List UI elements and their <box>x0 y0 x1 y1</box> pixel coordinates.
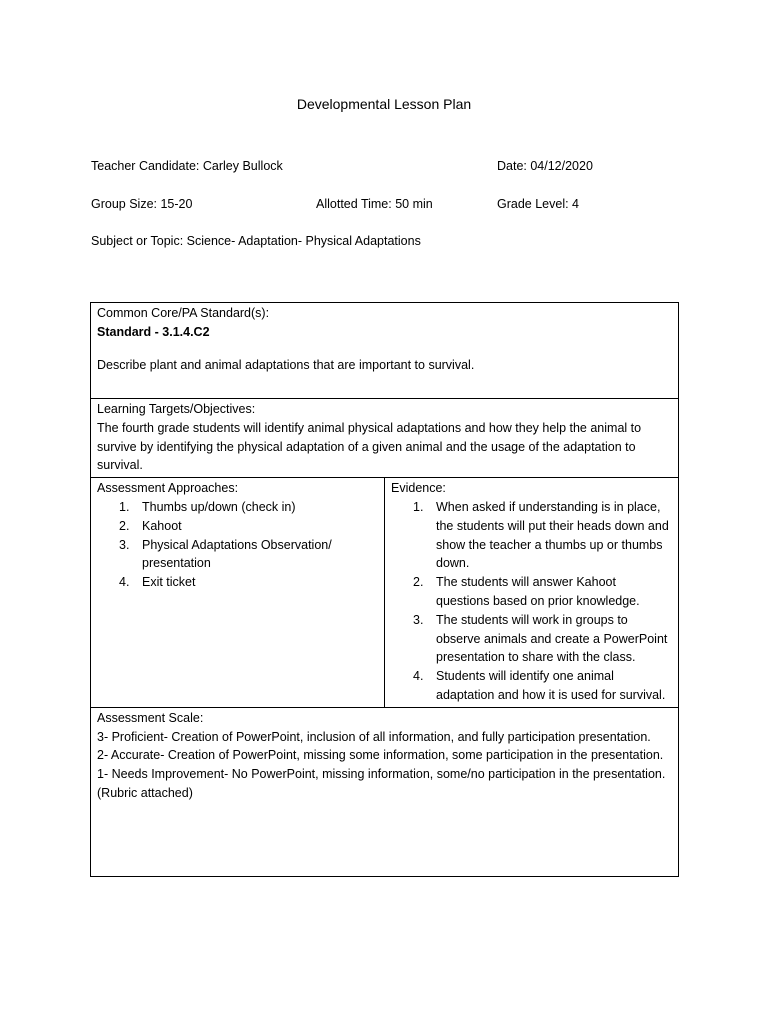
objectives-row <box>91 399 679 478</box>
scale-line: 1- Needs Improvement- No PowerPoint, missing information, some/no participation in the presentation. <box>97 767 666 782</box>
scale-line: (Rubric attached) <box>97 785 193 800</box>
standards-cell <box>91 303 679 399</box>
list-item: 2. Kahoot <box>119 518 182 533</box>
standard-description: Describe plant and animal adaptations that are important to survival. <box>97 357 475 372</box>
lesson-plan-table <box>90 302 679 877</box>
date-field: Date: 04/12/2020 <box>497 159 593 173</box>
grade-level: Grade Level: 4 <box>497 197 579 211</box>
objectives-cell <box>91 399 679 478</box>
list-item: 1. When asked if understanding is in place, the students will put their heads down and show the teacher a thumbs up or thumbs down. <box>413 499 669 571</box>
list-item: 3. Physical Adaptations Observation/ presentation <box>119 537 332 571</box>
scale-line: 3- Proficient- Creation of PowerPoint, inclusion of all information, and fully participation presentation. <box>97 729 651 744</box>
allotted-time: Allotted Time: 50 min <box>316 197 433 211</box>
group-size: Group Size: 15-20 <box>91 197 193 211</box>
standards-heading: Common Core/PA Standard(s): <box>97 306 270 320</box>
list-item: 4. Students will identify one animal adaptation and how it is used for survival. <box>413 669 666 702</box>
approaches-list <box>97 498 378 592</box>
list-item: 2. The students will answer Kahoot questions based on prior knowledge. <box>413 575 640 608</box>
list-item: 3. The students will work in groups to observe animals and create a PowerPoint presentation to share with the class. <box>413 612 668 665</box>
evidence-cell <box>385 478 679 708</box>
assessment-row <box>91 478 679 708</box>
list-item: 1. Thumbs up/down (check in) <box>119 499 296 514</box>
approaches-cell <box>91 478 385 708</box>
evidence-heading: Evidence: <box>391 481 446 496</box>
page-title: Developmental Lesson Plan <box>296 96 472 112</box>
objectives-text: The fourth grade students will identify animal physical adaptations and how they help the animal to survive by identifying the physical adaptation of a given animal and the usage of the adaptation to survival. <box>97 420 642 473</box>
scale-line: 2- Accurate- Creation of PowerPoint, missing some information, some participation in the presentation. <box>97 748 664 763</box>
list-item: 4. Exit ticket <box>119 575 196 590</box>
scale-cell <box>91 707 679 876</box>
approaches-heading: Assessment Approaches: <box>97 481 239 496</box>
evidence-list <box>391 498 672 705</box>
standards-row <box>91 303 679 399</box>
subject-topic: Subject or Topic: Science- Adaptation- Physical Adaptations <box>91 234 421 248</box>
scale-row <box>91 707 679 876</box>
scale-heading: Assessment Scale: <box>97 710 204 725</box>
standard-code: Standard - 3.1.4.C2 <box>97 324 210 339</box>
objectives-heading: Learning Targets/Objectives: <box>97 402 256 416</box>
teacher-candidate: Teacher Candidate: Carley Bullock <box>91 159 283 173</box>
